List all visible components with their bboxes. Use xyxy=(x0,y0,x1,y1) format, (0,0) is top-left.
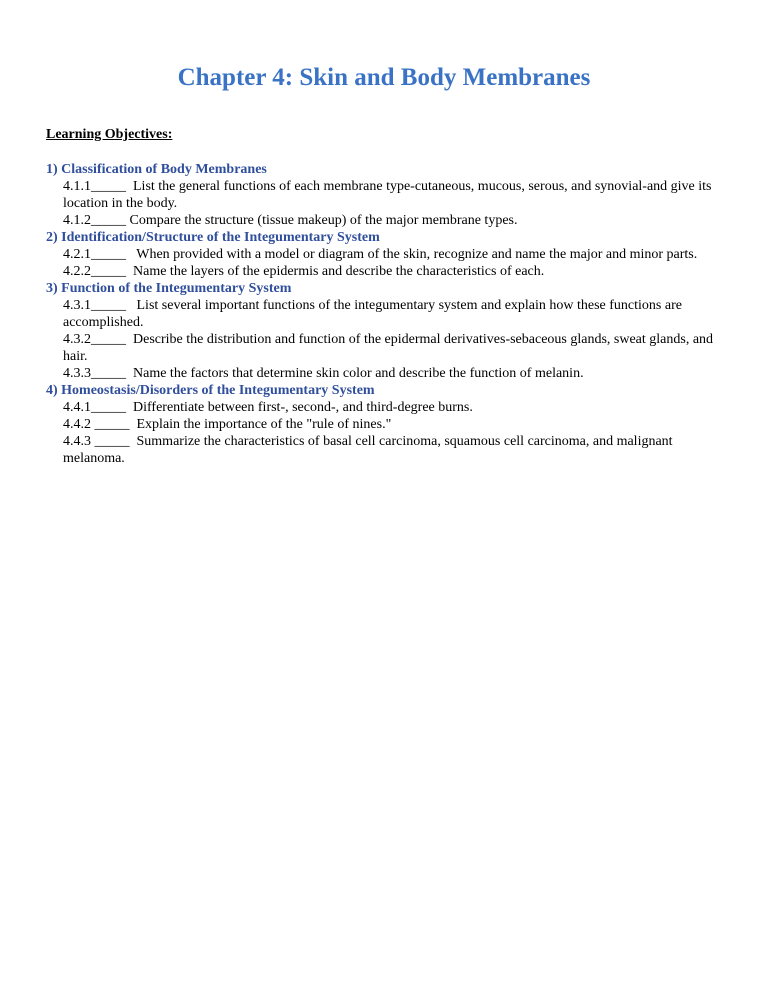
section-heading: 3) Function of the Integumentary System xyxy=(46,281,292,296)
objective-code-blank: 4.3.1_____ xyxy=(63,298,126,313)
objective-item xyxy=(46,416,722,433)
section-heading: 4) Homeostasis/Disorders of the Integumentary System xyxy=(46,383,375,398)
objective-text: Name the layers of the epidermis and describe the characteristics of each. xyxy=(126,264,545,279)
objective-item xyxy=(46,178,722,212)
objective-code-blank: 4.4.3 _____ xyxy=(63,434,130,449)
objective-item xyxy=(46,263,722,280)
objective-code-blank: 4.2.2_____ xyxy=(63,264,126,279)
objective-text: Explain the importance of the "rule of nines." xyxy=(129,417,392,432)
objective-text: When provided with a model or diagram of the skin, recognize and name the major and minor parts. xyxy=(126,247,698,262)
objective-text: List several important functions of the integumentary system and explain how these functions are accomplished. xyxy=(63,298,686,330)
section-heading: 2) Identification/Structure of the Integumentary System xyxy=(46,230,380,245)
learning-objectives-heading: Learning Objectives: xyxy=(46,127,173,142)
objective-item xyxy=(46,365,722,382)
objective-code-blank: 4.2.1_____ xyxy=(63,247,126,262)
objective-text: Describe the distribution and function of the epidermal derivatives-sebaceous glands, sweat glands, and hair. xyxy=(63,332,717,364)
objective-item xyxy=(46,331,722,365)
objective-text: Summarize the characteristics of basal cell carcinoma, squamous cell carcinoma, and malignant melanoma. xyxy=(63,434,677,466)
objective-text: Name the factors that determine skin color and describe the function of melanin. xyxy=(126,366,584,381)
objective-item xyxy=(46,246,722,263)
section-heading: 1) Classification of Body Membranes xyxy=(46,162,267,177)
objective-code-blank: 4.1.1_____ xyxy=(63,179,126,194)
objectives-sections xyxy=(46,161,722,467)
objective-text: Differentiate between first-, second-, and third-degree burns. xyxy=(126,400,473,415)
objective-code-blank: 4.3.2_____ xyxy=(63,332,126,347)
objective-code-blank: 4.4.1_____ xyxy=(63,400,126,415)
objective-code-blank: 4.3.3_____ xyxy=(63,366,126,381)
objective-code-blank: 4.1.2_____ xyxy=(63,213,126,228)
objective-item xyxy=(46,433,722,467)
objective-code-blank: 4.4.2 _____ xyxy=(63,417,130,432)
objective-item xyxy=(46,212,722,229)
objective-item xyxy=(46,399,722,416)
chapter-title: Chapter 4: Skin and Body Membranes xyxy=(177,64,591,91)
objective-text: Compare the structure (tissue makeup) of the major membrane types. xyxy=(126,213,518,228)
objective-text: List the general functions of each membrane type-cutaneous, mucous, serous, and synovial-and give its location in the body. xyxy=(63,179,715,211)
objective-item xyxy=(46,297,722,331)
